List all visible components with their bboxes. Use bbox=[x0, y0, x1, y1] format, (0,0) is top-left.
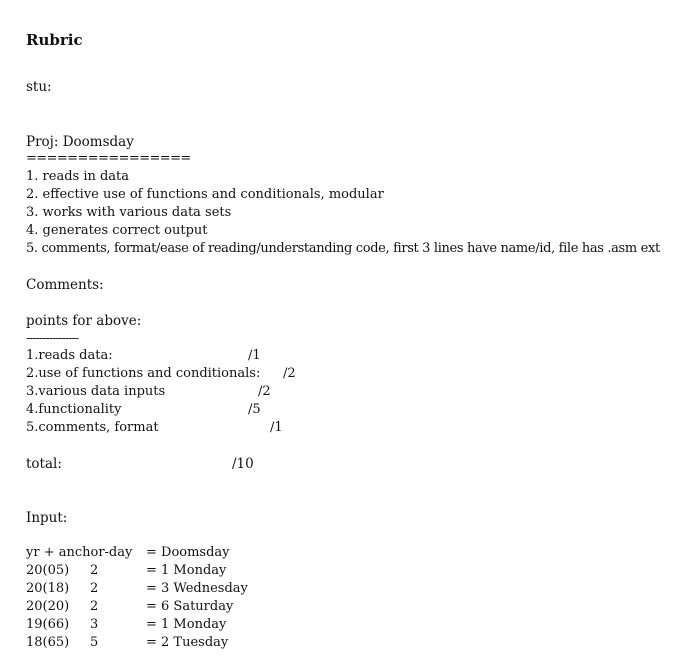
equals-divider: ================ bbox=[26, 151, 191, 166]
points-item-score: /5 bbox=[248, 402, 261, 417]
comments-label: Comments: bbox=[26, 277, 104, 293]
points-item-score: /1 bbox=[248, 348, 261, 363]
table-row-anchor: 2 bbox=[90, 563, 99, 578]
table-row-year: 20(20) bbox=[26, 599, 70, 614]
table-row-anchor: 2 bbox=[90, 581, 99, 596]
table-row-year: 19(66) bbox=[26, 617, 70, 632]
points-item-score: /1 bbox=[270, 420, 283, 435]
table-row-result: = 2 Tuesday bbox=[146, 635, 229, 650]
requirement-item: 2. effective use of functions and conditionals, modular bbox=[26, 187, 384, 202]
total-label: total: bbox=[26, 456, 62, 472]
requirement-item: 5. comments, format/ease of reading/understanding code, first 3 lines have name/id, file has .asm ext bbox=[26, 241, 660, 256]
requirement-item: 1. reads in data bbox=[26, 169, 130, 184]
table-row-year: 18(65) bbox=[26, 635, 70, 650]
dash-divider: ---------------- bbox=[26, 331, 79, 345]
table-header-right: = Doomsday bbox=[146, 545, 230, 560]
total-score: /10 bbox=[232, 456, 254, 472]
points-item-label: 4.functionality bbox=[26, 402, 122, 417]
table-row-result: = 3 Wednesday bbox=[146, 581, 248, 596]
table-row-result: = 6 Saturday bbox=[146, 599, 234, 614]
points-item-label: 3.various data inputs bbox=[26, 384, 166, 399]
table-row-anchor: 3 bbox=[90, 617, 99, 632]
table-row-anchor: 5 bbox=[90, 635, 99, 650]
student-label: stu: bbox=[26, 79, 52, 95]
requirement-item: 3. works with various data sets bbox=[26, 205, 232, 220]
points-label: points for above: bbox=[26, 313, 142, 329]
table-row-anchor: 2 bbox=[90, 599, 99, 614]
points-item-label: 1.reads data: bbox=[26, 348, 113, 363]
requirement-item: 4. generates correct output bbox=[26, 223, 208, 238]
table-header-left: yr + anchor-day bbox=[26, 545, 133, 560]
points-item-score: /2 bbox=[283, 366, 296, 381]
input-label: Input: bbox=[26, 510, 68, 526]
points-item-score: /2 bbox=[258, 384, 271, 399]
page-title: Rubric bbox=[26, 31, 83, 49]
points-item-label: 5.comments, format bbox=[26, 420, 159, 435]
points-item-label: 2.use of functions and conditionals: bbox=[26, 366, 261, 381]
table-row-year: 20(18) bbox=[26, 581, 70, 596]
table-row-result: = 1 Monday bbox=[146, 563, 227, 578]
table-row-year: 20(05) bbox=[26, 563, 70, 578]
project-title: Proj: Doomsday bbox=[26, 134, 134, 150]
table-row-result: = 1 Monday bbox=[146, 617, 227, 632]
